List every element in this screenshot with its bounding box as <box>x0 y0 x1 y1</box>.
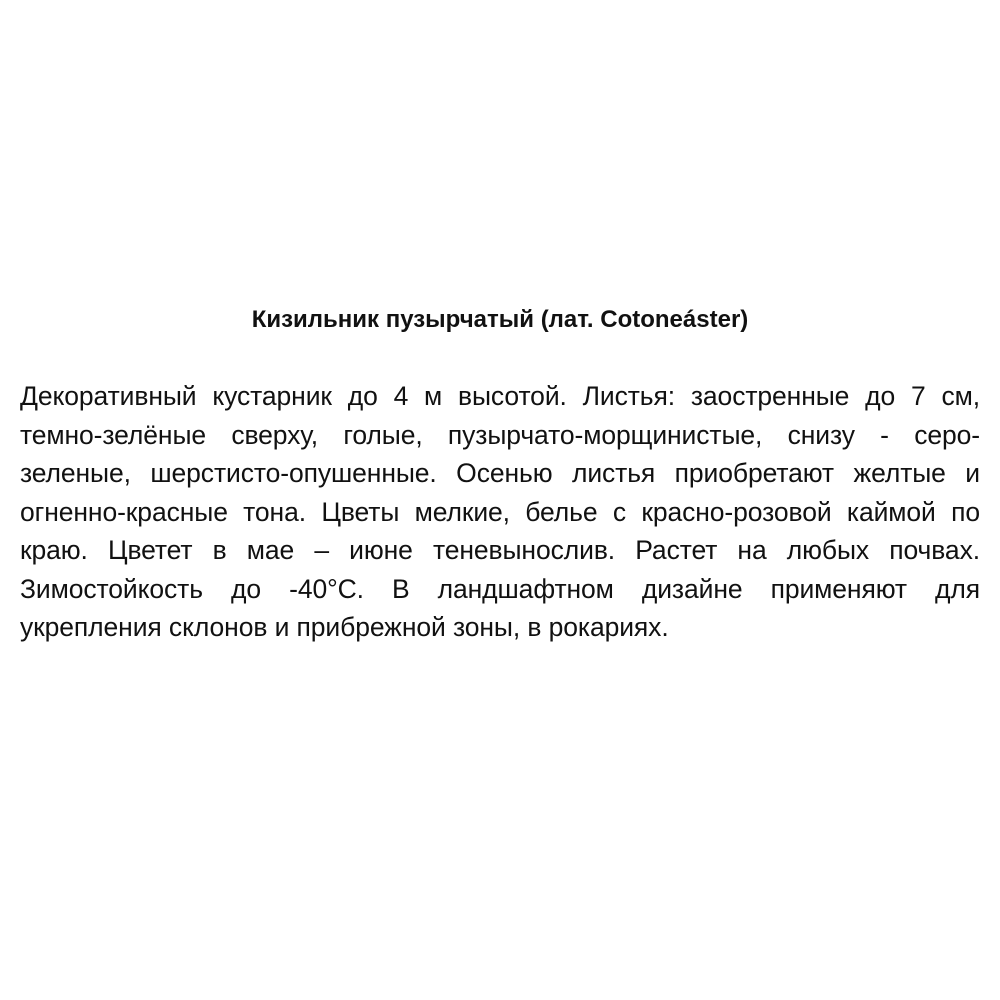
document-title: Кизильник пузырчатый (лат. Cotoneáster) <box>251 306 749 333</box>
document-description: Декоративный кустарник до 4 м высотой. Листья: заостренные до 7 см, темно-зелёные сверху, голые, пузырчато-морщинистые, снизу - серо-зеленые, шерстисто-опушенные. Осенью листья приобретают желтые и огненно-красные тона. Цветы мелкие, белье с красно-розовой каймой по краю. Цветет в мае – июне теневынослив. Растет на любых почвах. Зимостойкость до -40°С. В ландшафтном дизайне применяют для укрепления склонов и прибрежной зоны, в рокариях. <box>20 381 980 642</box>
